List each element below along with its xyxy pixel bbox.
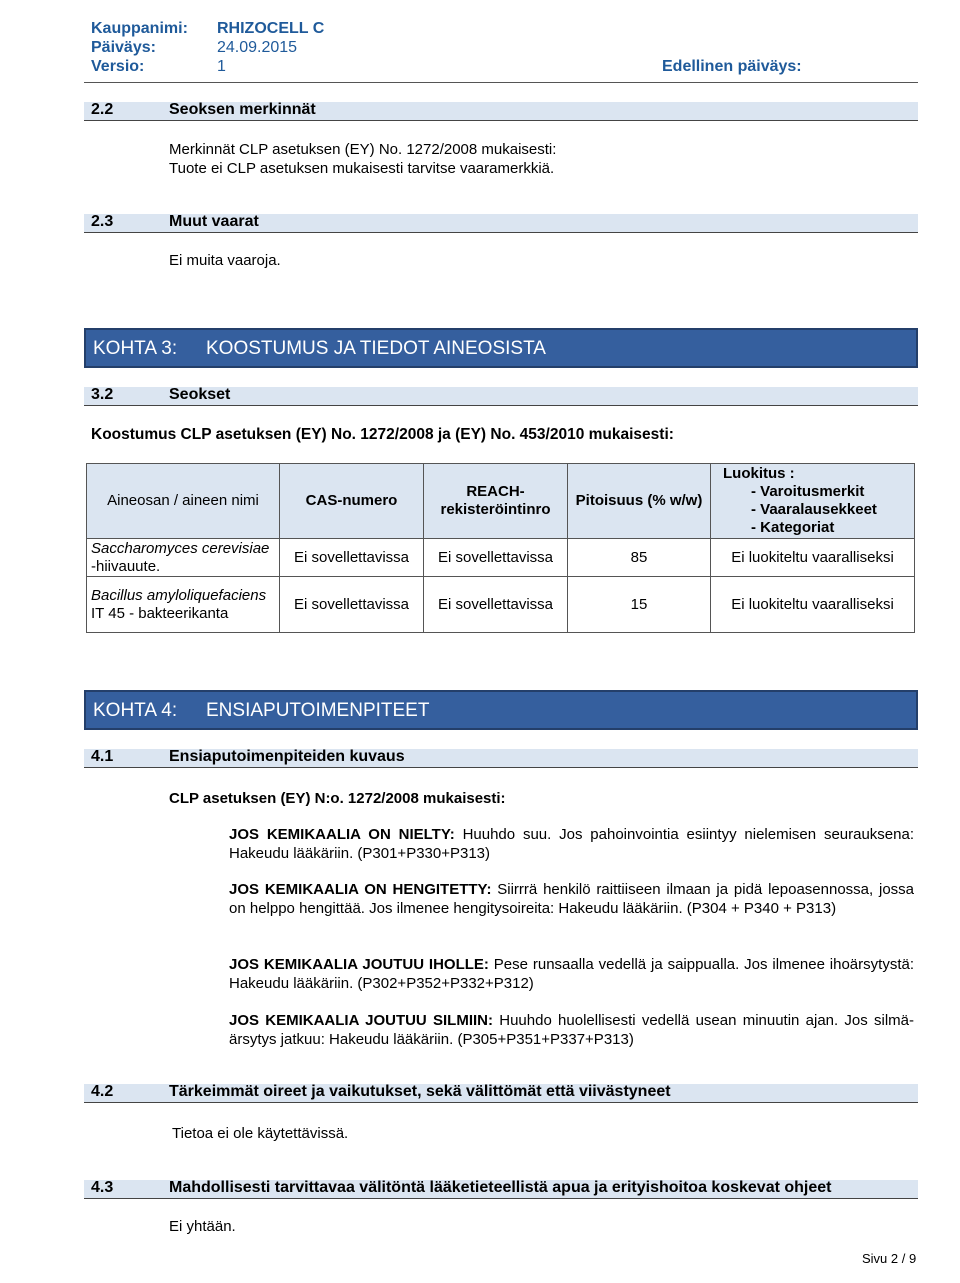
company-value: RHIZOCELL C (217, 20, 325, 37)
s32-intro: Koostumus CLP asetuksen (EY) No. 1272/2008 ja (EY) No. 453/2010 mukaisesti: (91, 426, 674, 443)
class-title: Luokitus : (723, 465, 795, 482)
s22-line1: Merkinnät CLP asetuksen (EY) No. 1272/2008 mukaisesti: (169, 141, 557, 158)
header-divider (84, 82, 918, 83)
first-aid-item: JOS KEMIKAALIA JOUTUU IHOLLE: Pese runsaalla vedellä ja saippualla. Jos ilmenee ihoärsytystä: Hakeudu lääkäriin. (P302+P352+P332+P312) (229, 956, 914, 992)
section-title: Muut vaarat (169, 213, 259, 230)
date-value: 24.09.2015 (217, 39, 298, 56)
reach-cell: Ei sovellettavissa (424, 539, 568, 577)
class-item: - Vaaralausekkeet (751, 501, 877, 518)
section-number: KOHTA 4: (93, 700, 178, 721)
section-4-3-heading (84, 1180, 918, 1199)
table-row (87, 539, 915, 577)
table-row (87, 577, 915, 633)
first-aid-item: JOS KEMIKAALIA JOUTUU SILMIIN: Huuhdo huolellisesti vedellä usean minuutin ajan. Jos silmä-ärsytys jatkuu: Hakeudu lääkäriin. (P305+P351+P337+P313) (229, 1012, 914, 1048)
section-number: 4.1 (91, 748, 114, 765)
section-title: KOOSTUMUS JA TIEDOT AINEOSISTA (206, 338, 546, 359)
section-title: Seoksen merkinnät (169, 101, 316, 118)
first-aid-item: JOS KEMIKAALIA ON NIELTY: Huuhdo suu. Jos pahoinvointia esiintyy nielemisen seurauksena: Hakeudu lääkäriin. (P301+P330+P313) (229, 826, 914, 862)
page-number: Sivu 2 / 9 (862, 1251, 917, 1266)
s41-intro: CLP asetuksen (EY) N:o. 1272/2008 mukaisesti: (169, 790, 506, 807)
section-3-2-heading (84, 387, 918, 406)
col-cas-header: CAS-numero (280, 464, 424, 539)
section-number: 2.3 (91, 213, 114, 230)
section-2-2-heading (84, 102, 918, 121)
s42-text: Tietoa ei ole käytettävissä. (172, 1125, 349, 1142)
section-3-banner (84, 328, 918, 368)
cas-cell: Ei sovellettavissa (280, 577, 424, 633)
composition-table (86, 463, 915, 633)
content-cell: 85 (568, 539, 711, 577)
reach-cell: Ei sovellettavissa (424, 577, 568, 633)
section-title: ENSIAPUTOIMENPITEET (206, 700, 430, 721)
ingredient-name: Bacillus amyloliquefaciens IT 45 - bakteerikanta (87, 577, 280, 633)
section-4-banner (84, 690, 918, 730)
cas-cell: Ei sovellettavissa (280, 539, 424, 577)
date-label: Päiväys: (91, 39, 156, 56)
section-title: Tärkeimmät oireet ja vaikutukset, sekä välittömät että viivästyneet (169, 1083, 671, 1100)
section-title: Seokset (169, 386, 231, 403)
class-cell: Ei luokiteltu vaaralliseksi (711, 577, 915, 633)
col-reach-header: REACH-rekisteröintinro (424, 464, 568, 539)
section-title: Mahdollisesti tarvittavaa välitöntä lääketieteellistä apua ja erityishoitoa koskevat ohjeet (169, 1179, 832, 1196)
company-label: Kauppanimi: (91, 20, 188, 37)
section-number: 3.2 (91, 386, 114, 403)
content-cell: 15 (568, 577, 711, 633)
section-number: KOHTA 3: (93, 338, 178, 359)
version-label: Versio: (91, 58, 145, 75)
table-header-row (87, 464, 915, 539)
col-name-header: Aineosan / aineen nimi (87, 464, 280, 539)
section-number: 4.3 (91, 1179, 114, 1196)
section-number: 2.2 (91, 101, 114, 118)
s22-line2: Tuote ei CLP asetuksen mukaisesti tarvitse vaaramerkkiä. (169, 160, 555, 177)
section-2-3-heading (84, 214, 918, 233)
col-content-header: Pitoisuus (% w/w) (568, 464, 711, 539)
class-cell: Ei luokiteltu vaaralliseksi (711, 539, 915, 577)
first-aid-item: JOS KEMIKAALIA ON HENGITETTY: Siirrrä henkilö raittiiseen ilmaan ja pidä lepoasennossa, jossa on helppo hengittää. Jos ilmenee hengitysoireita: Hakeudu lääkäriin. (P304 + P340 + P313) (229, 881, 914, 917)
section-number: 4.2 (91, 1083, 114, 1100)
col-class-header (711, 464, 915, 539)
section-4-1-heading (84, 749, 918, 768)
section-4-2-heading (84, 1084, 918, 1103)
class-item: - Varoitusmerkit (751, 483, 865, 500)
section-title: Ensiaputoimenpiteiden kuvaus (169, 748, 405, 765)
s43-text: Ei yhtään. (169, 1218, 236, 1235)
s23-line1: Ei muita vaaroja. (169, 252, 281, 269)
prev-date-label: Edellinen päiväys: (662, 58, 802, 75)
version-value: 1 (217, 58, 226, 75)
ingredient-name: Saccharomyces cerevisiae -hiivauute. (87, 539, 280, 577)
class-item: - Kategoriat (751, 519, 835, 536)
